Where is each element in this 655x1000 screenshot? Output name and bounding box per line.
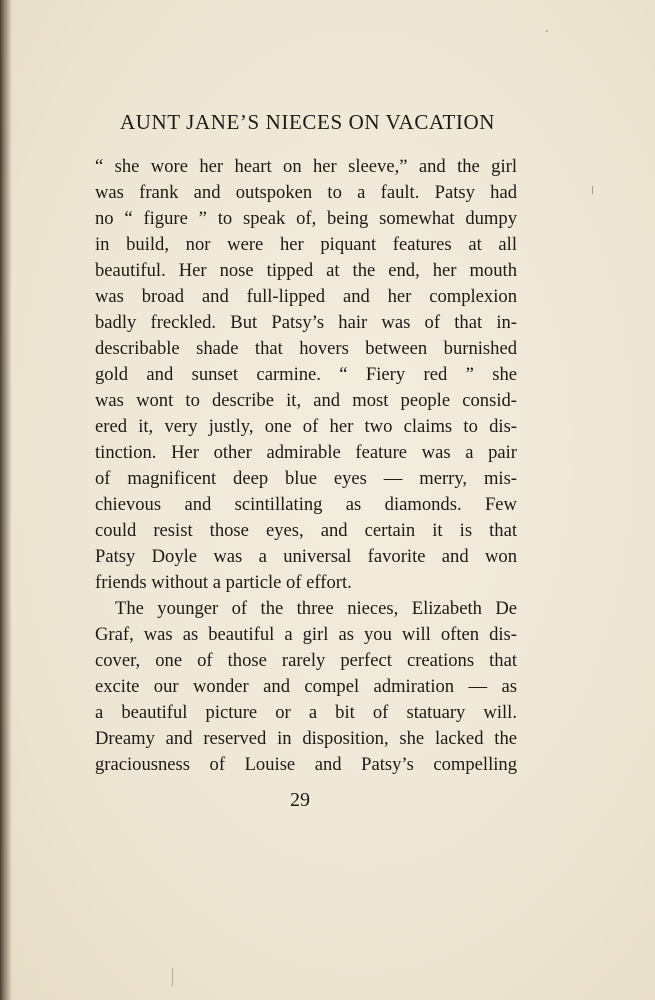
page-number: 29 (290, 789, 310, 811)
text-line: “ she wore her heart on her sleeve,” and the girl (95, 156, 517, 177)
running-head: AUNT JANE’S NIECES ON VACATION (119, 110, 496, 134)
paper-speck (592, 186, 593, 194)
text-line: a beautiful picture or a bit of statuary will. (95, 702, 517, 723)
text-line: Dreamy and reserved in disposition, she lacked the (95, 728, 517, 749)
text-line: beautiful. Her nose tipped at the end, her mouth (95, 260, 517, 281)
text-line: could resist those eyes, and certain it is that (95, 520, 517, 541)
text-line: tinction. Her other admirable feature was a pair (95, 442, 517, 463)
text-line: chievous and scintillating as diamonds. Few (95, 494, 517, 515)
text-line: was wont to describe it, and most people consid- (95, 390, 517, 411)
text-line: Graf, was as beautiful a girl as you will often dis- (95, 624, 517, 645)
text-line: of magnificent deep blue eyes — merry, mis- (95, 468, 517, 489)
text-line: The younger of the three nieces, Elizabeth De (115, 598, 517, 619)
paper-speck (172, 968, 173, 986)
text-line: Patsy Doyle was a universal favorite and won (95, 546, 517, 567)
paragraph-2 (95, 596, 517, 778)
text-line: was frank and outspoken to a fault. Patsy had (95, 182, 517, 203)
text-line: no “ figure ” to speak of, being somewhat dumpy (95, 208, 517, 229)
body-text (95, 154, 517, 778)
text-line: describable shade that hovers between burnished (95, 338, 517, 359)
paper-speck (546, 30, 548, 32)
text-line: was broad and full-lipped and her complexion (95, 286, 517, 307)
text-line: cover, one of those rarely perfect creations that (95, 650, 517, 671)
text-line: excite our wonder and compel admiration — as (95, 676, 517, 697)
text-line: gold and sunset carmine. “ Fiery red ” she (95, 364, 517, 385)
text-line: badly freckled. But Patsy’s hair was of that in- (95, 312, 517, 333)
text-line: graciousness of Louise and Patsy’s compelling (95, 754, 517, 775)
paragraph-1 (95, 154, 517, 596)
text-line: ered it, very justly, one of her two claims to dis- (95, 416, 517, 437)
page-binding-edge (0, 0, 12, 1000)
text-line: friends without a particle of effort. (95, 572, 352, 593)
text-line: in build, nor were her piquant features at all (95, 234, 517, 255)
